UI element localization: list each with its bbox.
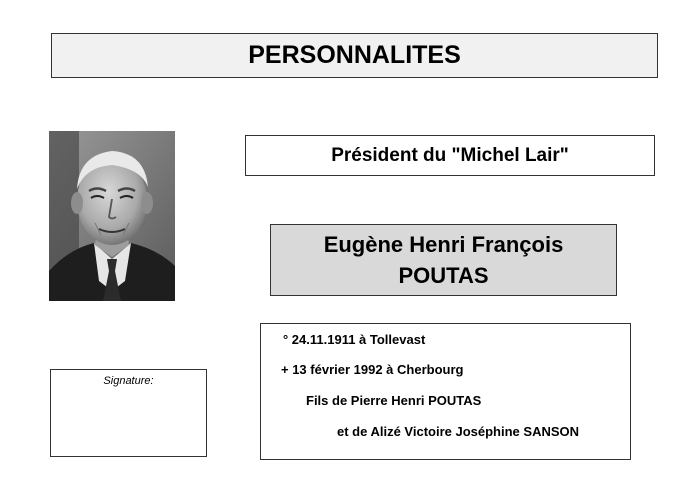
portrait-photo bbox=[49, 131, 175, 301]
page-title: PERSONNALITES bbox=[51, 33, 658, 78]
person-name bbox=[270, 224, 617, 296]
death-line: + 13 février 1992 à Cherbourg bbox=[281, 362, 464, 377]
signature-box bbox=[50, 369, 207, 457]
person-name-first: Eugène Henri François bbox=[323, 232, 564, 257]
signature-label: Signature: bbox=[103, 375, 154, 387]
birth-line: ° 24.11.1911 à Tollevast bbox=[283, 332, 426, 347]
biographical-info bbox=[260, 323, 631, 460]
person-name-last: POUTAS bbox=[398, 263, 489, 288]
mother-line: et de Alizé Victoire Joséphine SANSON bbox=[337, 424, 580, 439]
role-title: Président du "Michel Lair" bbox=[245, 135, 655, 176]
father-line: Fils de Pierre Henri POUTAS bbox=[306, 393, 482, 408]
